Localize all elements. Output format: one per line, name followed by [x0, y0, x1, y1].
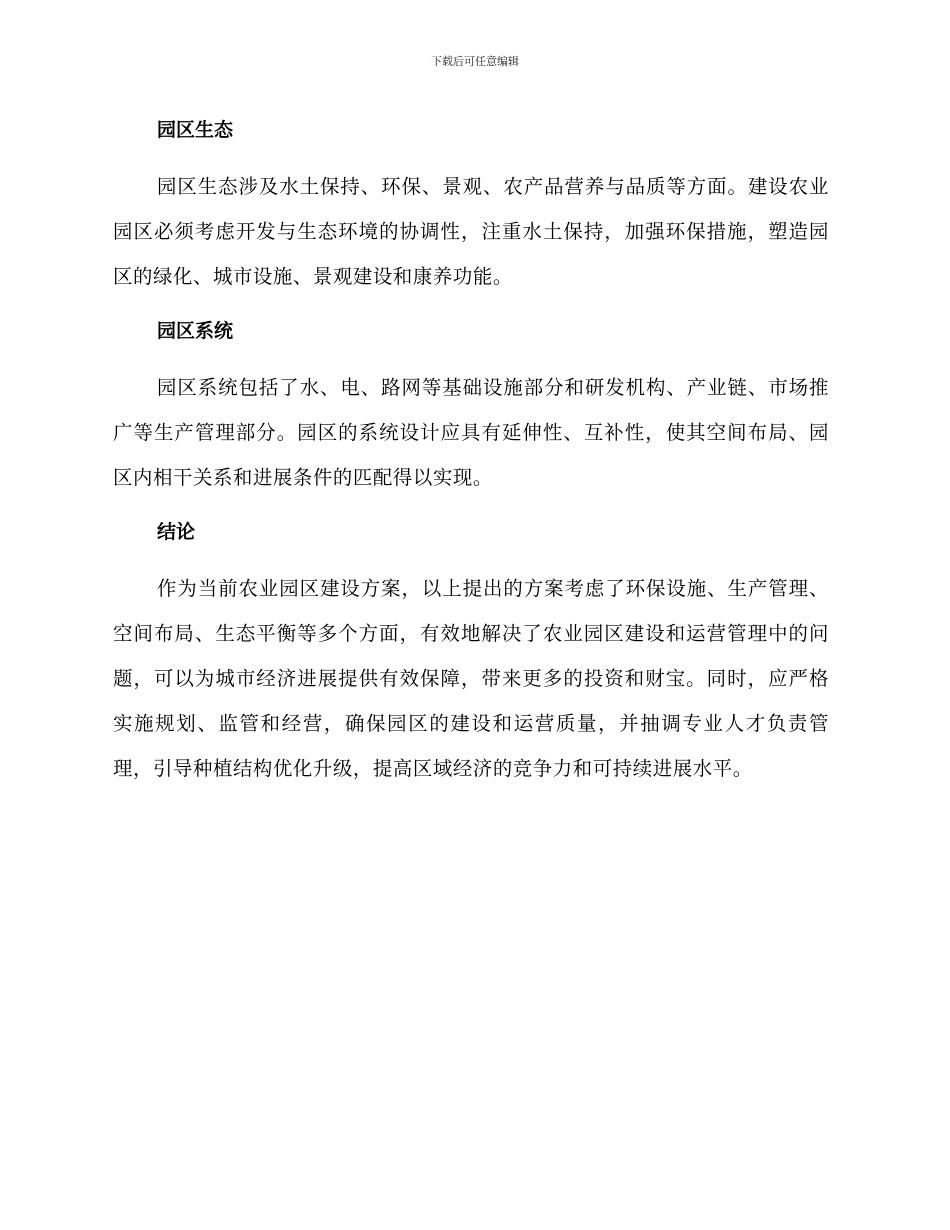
section-heading-ecology: 园区生态 — [157, 119, 234, 141]
section-paragraph-conclusion: 作为当前农业园区建设方案，以上提出的方案考虑了环保设施、生产管理、空间布局、生态平衡等多个方面，有效地解决了农业园区建设和运营管理中的问题，可以为城市经济进展提供有效保障，带来更多的投资和财宝。同时，应严格实施规划、监管和经营，确保园区的建设和运营质量，并抽调专业人才负责管理，引导种植结构优化升级，提高区域经济的竞争力和可持续进展水平。 — [113, 577, 829, 780]
document-body — [113, 108, 829, 801]
section-paragraph-system: 园区系统包括了水、电、路网等基础设施部分和研发机构、产业链、市场推广等生产管理部分。园区的系统设计应具有延伸性、互补性，使其空间布局、园区内相干关系和进展条件的匹配得以实现。 — [113, 376, 829, 489]
section-heading-system: 园区系统 — [157, 320, 234, 342]
section-heading-conclusion: 结论 — [157, 521, 196, 543]
section-paragraph-ecology: 园区生态涉及水土保持、环保、景观、农产品营养与品质等方面。建设农业园区必须考虑开发与生态环境的协调性，注重水土保持，加强环保措施，塑造园区的绿化、城市设施、景观建设和康养功能。 — [113, 175, 829, 288]
page-header: 下载后可任意编辑 — [431, 55, 519, 68]
